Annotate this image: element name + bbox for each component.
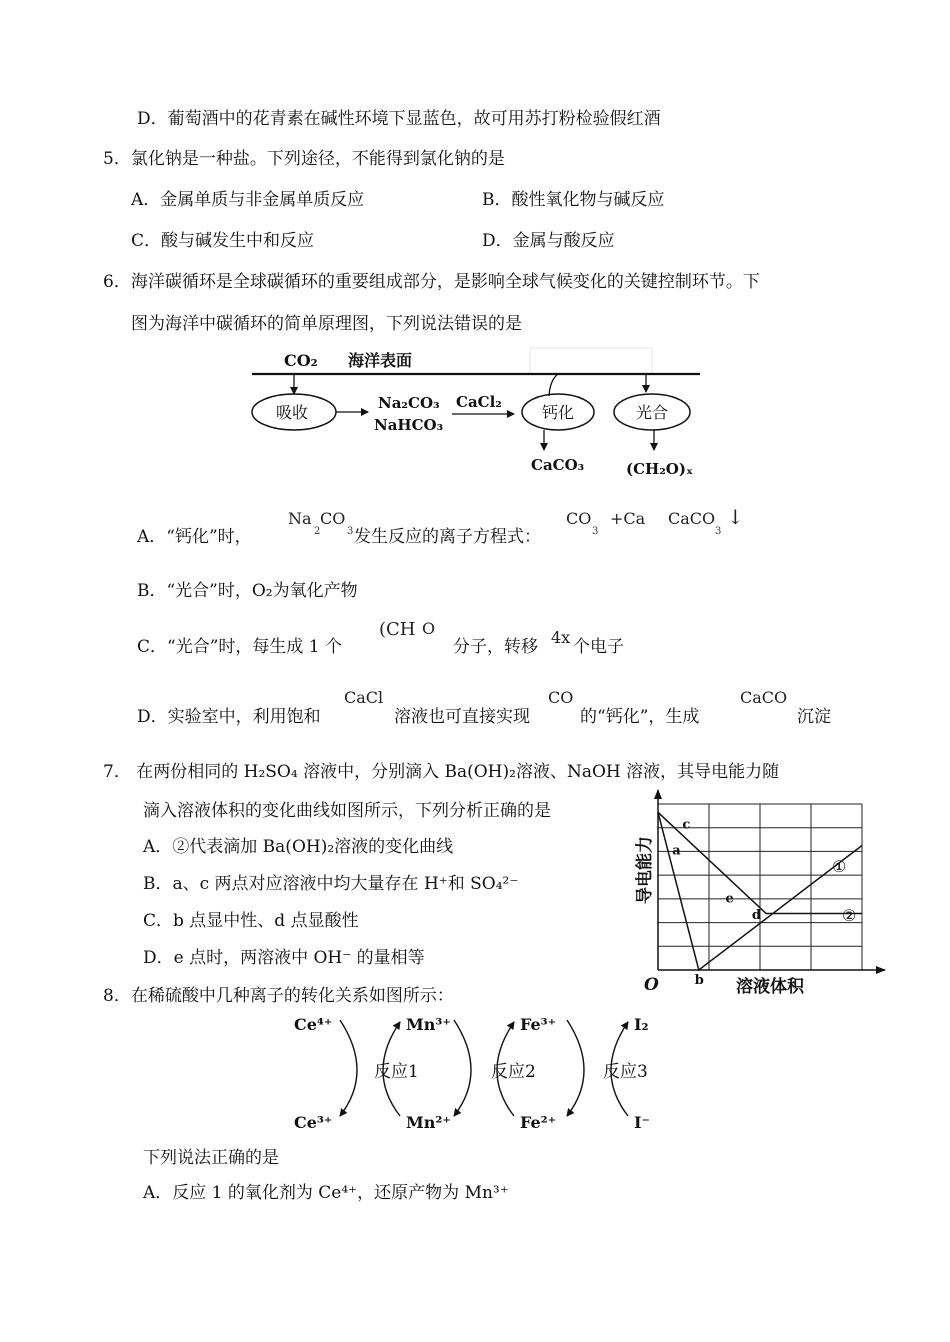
q5-option-a: A．金属单质与非金属单质反应	[131, 190, 365, 210]
q8-stem: 8．在稀硫酸中几种离子的转化关系如图所示：	[103, 986, 454, 1006]
nahco3-label: NaHCO₃	[374, 416, 444, 434]
q6-a-eq-precipitate-arrow: ↓	[727, 505, 744, 529]
blank-box	[530, 348, 652, 374]
mn2-label: Mn²⁺	[406, 1113, 451, 1132]
fe3-label: Fe³⁺	[520, 1015, 557, 1034]
q6-a-eq-co3: CO	[566, 509, 592, 528]
q6-c-electron-count: 4x	[551, 628, 571, 647]
redox-cycle-diagram	[290, 1008, 670, 1138]
q5-option-c: C．酸与碱发生中和反应	[131, 231, 315, 251]
q6-option-c-middle: 分子，转移	[453, 637, 538, 657]
photosynthesis-label: 光合	[636, 403, 669, 422]
q6-option-d-prefix: D．实验室中，利用饱和	[137, 707, 321, 727]
q6-option-d-middle2: 的“钙化”，生成	[580, 707, 700, 727]
q4-option-d: D．葡萄酒中的花青素在碱性环境下显蓝色，故可用苏打粉检验假红酒	[137, 109, 661, 129]
q6-option-c-suffix: 个电子	[573, 637, 624, 657]
q6-option-d-middle1: 溶液也可直接实现	[394, 707, 530, 727]
q6-a-eq-co3-sub: 3	[592, 526, 599, 537]
q6-option-d-suffix: 沉淀	[797, 707, 831, 727]
q6-option-a-middle: 发生反应的离子方程式：	[354, 527, 541, 547]
na2co3-label: Na₂CO₃	[378, 394, 440, 412]
q6-stem-line2: 图为海洋中碳循环的简单原理图，下列说法错误的是	[131, 314, 522, 334]
point-label-b: b	[694, 973, 704, 988]
y-axis-label: 导电能力	[635, 836, 655, 904]
point-label-c: c	[682, 817, 691, 833]
q7-stem-line2: 滴入溶液体积的变化曲线如图所示，下列分析正确的是	[143, 801, 551, 821]
absorb-label: 吸收	[276, 403, 309, 422]
series-2-label: ②	[842, 906, 857, 925]
q6-c-formula-ch: (CH	[379, 619, 416, 640]
cacl2-label: CaCl₂	[456, 393, 502, 411]
q6-option-a-prefix: A．“钙化”时，	[137, 527, 252, 547]
ce3-label: Ce³⁺	[294, 1113, 333, 1132]
co2-label: CO₂	[284, 351, 318, 370]
point-label-e: e	[725, 891, 734, 907]
q8-followup: 下列说法正确的是	[143, 1148, 279, 1168]
calcify-label: 钙化	[542, 403, 575, 422]
r3-arc-fe	[567, 1020, 584, 1116]
q7-option-b: B．a、c 两点对应溶液中均大量存在 H⁺和 SO₄²⁻	[143, 874, 519, 894]
ocean-carbon-cycle-diagram	[240, 344, 710, 484]
point-label-a: a	[672, 843, 681, 859]
q8-option-a: A．反应 1 的氧化剂为 Ce⁴⁺，还原产物为 Mn³⁺	[143, 1183, 509, 1203]
q6-a-formula-na-sub: 2	[314, 526, 321, 537]
q6-a-eq-caco3: CaCO	[668, 509, 716, 528]
point-label-d: d	[751, 908, 761, 924]
mn3-label: Mn³⁺	[406, 1015, 451, 1034]
q6-a-eq-ca: +Ca	[610, 509, 646, 528]
iodide-label: I⁻	[634, 1113, 650, 1132]
q6-a-formula-co-sub: 3	[347, 526, 354, 537]
q7-option-c: C．b 点显中性、d 点显酸性	[143, 911, 359, 931]
r1-arc-ce	[340, 1020, 357, 1116]
conductivity-chart	[630, 786, 890, 1000]
calcify-link	[549, 374, 558, 396]
q5-stem: 5．氯化钠是一种盐。下列途径，不能得到氯化钠的是	[103, 149, 505, 169]
q6-stem-line1: 6．海洋碳循环是全球碳循环的重要组成部分，是影响全球气候变化的关键控制环节。下	[103, 272, 760, 292]
ch2o-label: (CH₂O)ₓ	[626, 460, 694, 478]
r2-arc-mn	[454, 1020, 471, 1116]
origin-label: O	[644, 975, 659, 995]
q7-option-a: A．②代表滴加 Ba(OH)₂溶液的变化曲线	[143, 837, 454, 857]
series-1-label: ①	[832, 857, 847, 876]
q6-a-formula-co: CO	[320, 509, 346, 528]
i2-label: I₂	[634, 1015, 649, 1034]
q6-d-formula-cacl: CaCl	[344, 688, 384, 707]
x-axis-label: 溶液体积	[736, 977, 804, 997]
reaction-3-label: 反应3	[603, 1062, 648, 1082]
caco3-label: CaCO₃	[531, 456, 585, 474]
q6-c-formula-o: O	[422, 619, 436, 638]
fe2-label: Fe²⁺	[520, 1113, 557, 1132]
ocean-surface-label: 海洋表面	[348, 351, 413, 370]
q6-option-c-prefix: C．“光合”时，每生成 1 个	[137, 637, 343, 657]
reaction-1-label: 反应1	[374, 1062, 419, 1082]
reaction-2-label: 反应2	[491, 1062, 536, 1082]
q6-a-eq-caco3-sub: 3	[715, 526, 722, 537]
q7-option-d: D．e 点时，两溶液中 OH⁻ 的量相等	[143, 948, 425, 968]
q7-stem-line1: 7． 在两份相同的 H₂SO₄ 溶液中，分别滴入 Ba(OH)₂溶液、NaOH 溶液，其导电能力随	[103, 762, 780, 782]
ce4-label: Ce⁴⁺	[294, 1015, 333, 1034]
q6-d-formula-caco: CaCO	[740, 688, 788, 707]
q5-option-b: B．酸性氧化物与碱反应	[482, 190, 665, 210]
q5-option-d: D．金属与酸反应	[482, 231, 615, 251]
q6-a-formula-na: Na	[288, 509, 312, 528]
q6-option-b: B．“光合”时，O₂为氧化产物	[137, 581, 358, 601]
q6-d-formula-co: CO	[548, 688, 574, 707]
